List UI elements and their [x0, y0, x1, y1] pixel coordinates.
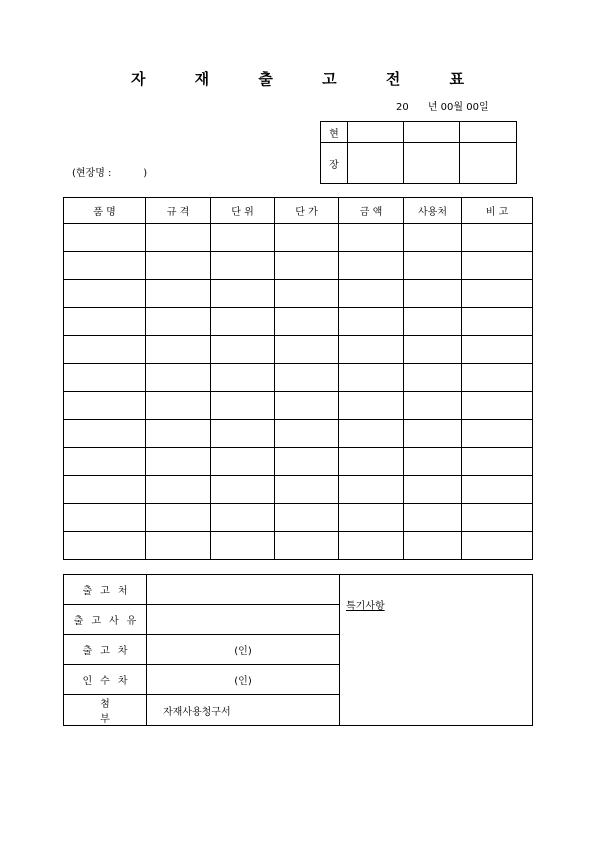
footer-value-reason[interactable]	[147, 605, 340, 635]
footer-value-attachment[interactable]: 자재사용청구서	[147, 695, 340, 726]
table-row	[64, 392, 533, 420]
date-day: 00	[466, 102, 479, 113]
table-cell[interactable]	[339, 336, 404, 364]
table-cell[interactable]	[404, 392, 462, 420]
table-cell[interactable]	[211, 532, 275, 560]
table-cell[interactable]	[64, 448, 146, 476]
table-cell[interactable]	[211, 308, 275, 336]
table-cell[interactable]	[146, 392, 211, 420]
table-cell[interactable]	[404, 224, 462, 252]
table-row	[64, 532, 533, 560]
table-cell[interactable]	[211, 504, 275, 532]
approval-box	[320, 121, 517, 184]
table-cell[interactable]	[404, 336, 462, 364]
table-cell[interactable]	[146, 364, 211, 392]
footer-value-issuer[interactable]	[147, 575, 340, 605]
table-cell[interactable]	[462, 392, 533, 420]
table-cell[interactable]	[211, 280, 275, 308]
table-cell[interactable]	[339, 420, 404, 448]
table-row	[64, 308, 533, 336]
table-row	[64, 364, 533, 392]
approval-signature-cell[interactable]	[404, 122, 460, 143]
table-cell[interactable]	[404, 476, 462, 504]
table-cell[interactable]	[275, 532, 339, 560]
footer-label-reason: 출고사유	[64, 605, 147, 635]
table-cell[interactable]	[211, 476, 275, 504]
table-cell[interactable]	[339, 224, 404, 252]
table-row	[64, 476, 533, 504]
table-cell[interactable]	[211, 336, 275, 364]
table-cell[interactable]	[462, 336, 533, 364]
table-cell[interactable]	[211, 420, 275, 448]
site-name-label: (현장명 : )	[72, 168, 148, 179]
approval-label-top: 현	[321, 122, 348, 143]
table-cell[interactable]	[404, 448, 462, 476]
table-cell[interactable]	[462, 280, 533, 308]
table-cell[interactable]	[339, 252, 404, 280]
table-cell[interactable]	[146, 252, 211, 280]
footer-value-receiver-seal[interactable]: (인)	[147, 665, 340, 695]
table-cell[interactable]	[462, 532, 533, 560]
table-cell[interactable]	[275, 308, 339, 336]
approval-stamp-cell[interactable]	[460, 143, 517, 184]
table-cell[interactable]	[146, 504, 211, 532]
table-cell[interactable]	[462, 504, 533, 532]
header-spec: 규 격	[146, 198, 211, 224]
table-cell[interactable]	[462, 252, 533, 280]
table-cell[interactable]	[64, 504, 146, 532]
table-cell[interactable]	[462, 448, 533, 476]
table-cell[interactable]	[275, 364, 339, 392]
table-cell[interactable]	[462, 420, 533, 448]
approval-signature-cell[interactable]	[460, 122, 517, 143]
footer-label-issuer: 출고처	[64, 575, 147, 605]
date-year-unit: 년	[427, 102, 438, 113]
table-cell[interactable]	[64, 224, 146, 252]
table-cell[interactable]	[404, 504, 462, 532]
table-cell[interactable]	[462, 224, 533, 252]
table-cell[interactable]	[64, 336, 146, 364]
table-cell[interactable]	[404, 364, 462, 392]
table-row	[64, 280, 533, 308]
table-cell[interactable]	[339, 280, 404, 308]
footer-label-releaser: 출고차	[64, 635, 147, 665]
table-cell[interactable]	[64, 420, 146, 448]
table-row	[64, 336, 533, 364]
date-month-unit: 월	[453, 102, 464, 113]
table-cell[interactable]	[339, 364, 404, 392]
table-cell[interactable]	[64, 280, 146, 308]
page-title: 자 재 출 고 전 표	[130, 70, 487, 88]
footer-row	[64, 575, 533, 605]
table-cell[interactable]	[64, 392, 146, 420]
table-cell[interactable]	[275, 392, 339, 420]
table-cell[interactable]	[339, 392, 404, 420]
approval-label-bottom: 장	[321, 143, 348, 184]
table-cell[interactable]	[462, 308, 533, 336]
header-unit: 단 위	[211, 198, 275, 224]
table-cell[interactable]	[404, 308, 462, 336]
approval-stamp-cell[interactable]	[348, 143, 404, 184]
header-remarks: 비 고	[462, 198, 533, 224]
table-cell[interactable]	[146, 476, 211, 504]
table-cell[interactable]	[211, 252, 275, 280]
header-unit-price: 단 가	[275, 198, 339, 224]
table-cell[interactable]	[211, 448, 275, 476]
footer-label-attachment: 첨 부	[64, 695, 147, 726]
date-year-prefix: 20	[396, 102, 409, 113]
table-cell[interactable]	[404, 252, 462, 280]
approval-signature-cell[interactable]	[348, 122, 404, 143]
table-cell[interactable]	[339, 504, 404, 532]
table-row	[64, 224, 533, 252]
special-notes-label[interactable]: 특기사항	[340, 575, 533, 726]
table-cell[interactable]	[275, 504, 339, 532]
table-row	[64, 504, 533, 532]
table-row	[64, 252, 533, 280]
table-cell[interactable]	[404, 280, 462, 308]
table-cell[interactable]	[339, 532, 404, 560]
table-cell[interactable]	[339, 476, 404, 504]
table-cell[interactable]	[64, 308, 146, 336]
footer-label-receiver: 인수차	[64, 665, 147, 695]
table-cell[interactable]	[275, 476, 339, 504]
table-cell[interactable]	[211, 392, 275, 420]
header-amount: 금 액	[339, 198, 404, 224]
table-cell[interactable]	[211, 224, 275, 252]
table-cell[interactable]	[339, 448, 404, 476]
table-cell[interactable]	[404, 532, 462, 560]
table-cell[interactable]	[275, 420, 339, 448]
table-cell[interactable]	[275, 224, 339, 252]
table-cell[interactable]	[64, 476, 146, 504]
table-cell[interactable]	[146, 532, 211, 560]
table-cell[interactable]	[404, 420, 462, 448]
footer-table	[63, 574, 533, 726]
table-cell[interactable]	[211, 364, 275, 392]
table-cell[interactable]	[64, 364, 146, 392]
header-item-name: 품 명	[64, 198, 146, 224]
approval-stamp-cell[interactable]	[404, 143, 460, 184]
table-cell[interactable]	[462, 476, 533, 504]
table-row	[64, 448, 533, 476]
table-row	[64, 420, 533, 448]
table-cell[interactable]	[146, 224, 211, 252]
table-cell[interactable]	[146, 280, 211, 308]
table-cell[interactable]	[275, 448, 339, 476]
table-cell[interactable]	[275, 336, 339, 364]
table-cell[interactable]	[64, 532, 146, 560]
table-cell[interactable]	[146, 308, 211, 336]
items-header-row	[64, 198, 533, 224]
table-cell[interactable]	[275, 252, 339, 280]
date-line	[396, 98, 489, 113]
table-cell[interactable]	[275, 280, 339, 308]
table-cell[interactable]	[339, 308, 404, 336]
footer-value-releaser-seal[interactable]: (인)	[147, 635, 340, 665]
date-month: 00	[440, 102, 454, 113]
table-cell[interactable]	[146, 336, 211, 364]
items-table	[63, 197, 533, 560]
date-day-unit: 일	[479, 102, 489, 113]
table-cell[interactable]	[64, 252, 146, 280]
header-usage: 사용처	[404, 198, 462, 224]
table-cell[interactable]	[462, 364, 533, 392]
table-cell[interactable]	[146, 420, 211, 448]
items-body	[64, 224, 533, 560]
table-cell[interactable]	[146, 448, 211, 476]
